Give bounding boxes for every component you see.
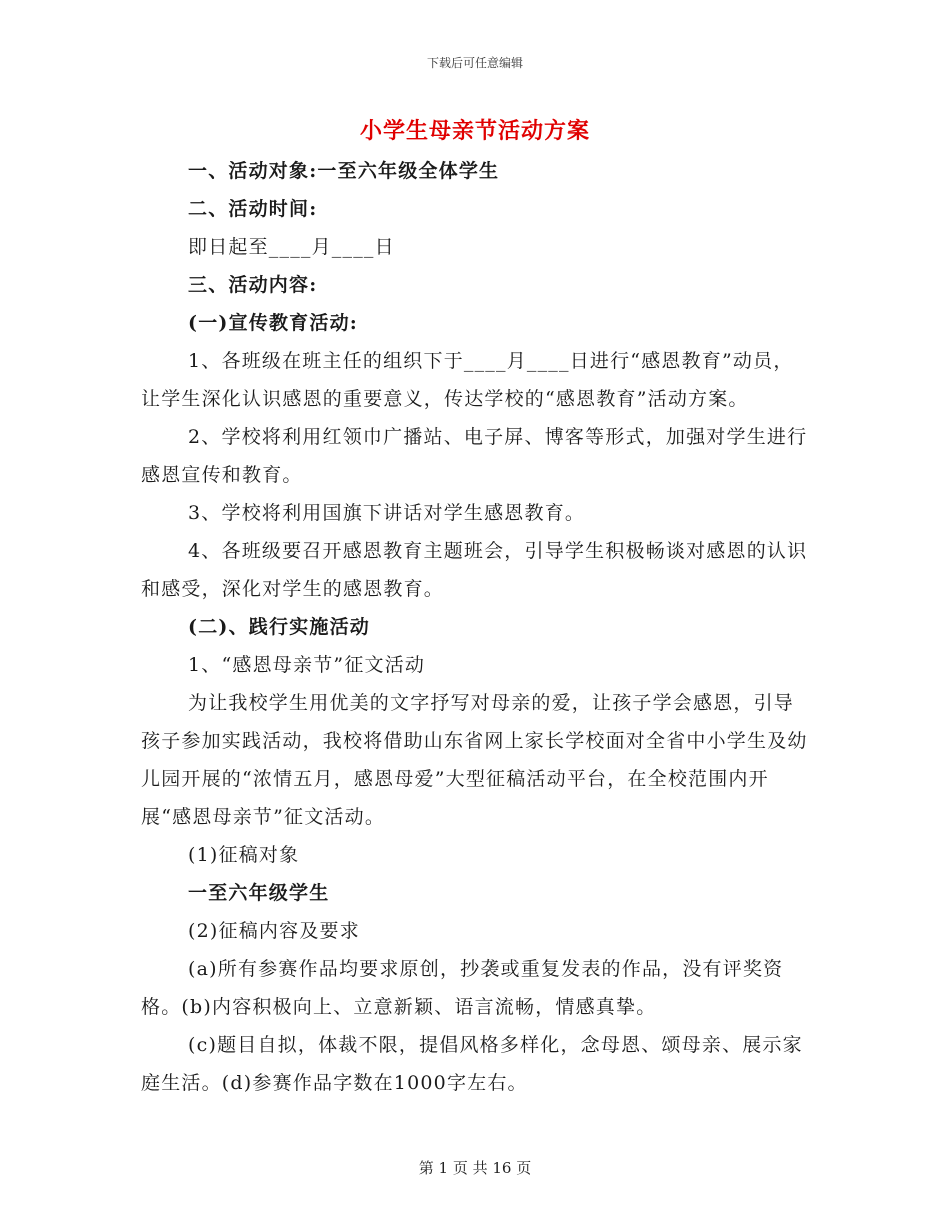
paragraph: (1)征稿对象 bbox=[188, 844, 300, 866]
paragraph: 1、“感恩母亲节”征文活动 bbox=[188, 654, 426, 676]
paragraph: 为让我校学生用优美的文字抒写对母亲的爱，让孩子学会感恩，引导孩子参加实践活动，我校将借助山东省网上家长学校面对全省中小学生及幼儿园开展的“浓情五月，感恩母爱”大型征稿活动平台，在全校范围内开展“感恩母亲节”征文活动。 bbox=[141, 692, 808, 828]
paragraph: (2)征稿内容及要求 bbox=[188, 920, 360, 942]
section-heading: 三、活动内容: bbox=[188, 274, 318, 296]
paragraph: 3、学校将利用国旗下讲话对学生感恩教育。 bbox=[188, 502, 586, 524]
page-number: 第 1 页 共 16 页 bbox=[418, 1159, 532, 1177]
paragraph: 2、学校将利用红领巾广播站、电子屏、博客等形式，加强对学生进行感恩宣传和教育。 bbox=[141, 426, 808, 486]
section-heading: 一、活动对象:一至六年级全体学生 bbox=[188, 160, 500, 182]
paragraph: 4、各班级要召开感恩教育主题班会，引导学生积极畅谈对感恩的认识和感受，深化对学生的感恩教育。 bbox=[141, 540, 808, 600]
document-title: 小学生母亲节活动方案 bbox=[359, 118, 590, 144]
paragraph: 1、各班级在班主任的组织下于____月____日进行“感恩教育”动员，让学生深化认识感恩的重要意义，传达学校的“感恩教育”活动方案。 bbox=[141, 350, 794, 410]
paragraph: (a)所有参赛作品均要求原创，抄袭或重复发表的作品，没有评奖资格。(b)内容积极向上、立意新颖、语言流畅，情感真挚。 bbox=[141, 958, 784, 1018]
header-note: 下载后可任意编辑 bbox=[426, 56, 523, 70]
paragraph: 即日起至____月____日 bbox=[188, 236, 395, 258]
paragraph: 一至六年级学生 bbox=[188, 882, 330, 904]
paragraph: (c)题目自拟，体裁不限，提倡风格多样化，念母恩、颂母亲、展示家庭生活。(d)参赛作品字数在1000字左右。 bbox=[141, 1034, 803, 1094]
subsection-heading: (二)、践行实施活动 bbox=[188, 616, 370, 638]
section-heading: 二、活动时间: bbox=[188, 198, 318, 220]
subsection-heading: (一)宣传教育活动: bbox=[188, 312, 358, 334]
document-body bbox=[141, 152, 809, 1102]
